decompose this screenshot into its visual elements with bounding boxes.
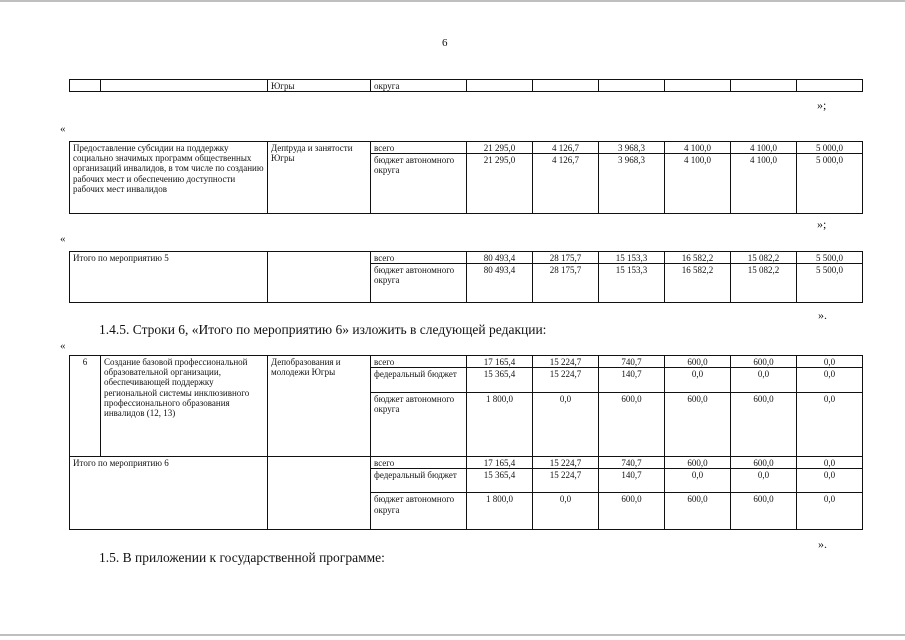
fragment-cell-name [101,80,268,92]
event6-total-value: 15 224,7 [533,457,599,469]
total5-value: 15 082,2 [731,252,797,264]
table-event-6 [69,355,863,530]
fragment-cell-value [467,80,533,92]
event6-value: 0,0 [665,368,731,393]
total5-value: 80 493,4 [467,264,533,303]
paragraph-1-4-5: 1.4.5. Строки 6, «Итого по мероприятию 6» изложить в следующей редакции: [99,322,547,337]
scan-edge-top [0,0,905,2]
event6-value: 600,0 [665,356,731,368]
event6-total-value: 17 165,4 [467,457,533,469]
total5-source: бюджет автономного округа [371,264,467,303]
event6-value: 17 165,4 [467,356,533,368]
event6-value: 0,0 [731,368,797,393]
event6-value: 600,0 [731,356,797,368]
scan-edge-bottom [0,634,905,636]
event6-total-value: 600,0 [731,493,797,530]
fragment-cell-value [599,80,665,92]
event6-value: 0,0 [797,393,863,457]
event6-source: федеральный бюджет [371,368,467,393]
total5-label: Итого по мероприятию 5 [70,252,268,303]
subsidy-source: всего [371,142,467,154]
event6-total-value: 1 800,0 [467,493,533,530]
fragment-cell-source: округа [371,80,467,92]
total5-value: 15 153,3 [599,252,665,264]
subsidy-value: 5 000,0 [797,142,863,154]
event6-value: 740,7 [599,356,665,368]
event6-total-value: 740,7 [599,457,665,469]
event6-total-value: 0,0 [797,457,863,469]
close-quote-4: ». [818,537,827,551]
event6-value: 15 365,4 [467,368,533,393]
event6-total-value: 0,0 [665,469,731,493]
fragment-cell-value [797,80,863,92]
event6-total-source: бюджет автономного округа [371,493,467,530]
total5-value: 5 500,0 [797,264,863,303]
event6-total-value: 600,0 [599,493,665,530]
close-quote-3: ». [818,308,827,322]
subsidy-source: бюджет автономного округа [371,154,467,214]
total5-value: 5 500,0 [797,252,863,264]
subsidy-value: 4 126,7 [533,154,599,214]
event6-value: 0,0 [797,368,863,393]
open-quote-1: « [60,123,66,135]
event6-executor: Депобразования и молодежи Югры [268,356,371,457]
event6-value: 15 224,7 [533,356,599,368]
open-quote-2: « [60,233,66,245]
subsidy-value: 4 126,7 [533,142,599,154]
total5-value: 15 153,3 [599,264,665,303]
subsidy-value: 21 295,0 [467,142,533,154]
event6-total-value: 0,0 [797,469,863,493]
fragment-cell-value [665,80,731,92]
fragment-cell-value [533,80,599,92]
close-quote-1: »; [817,98,827,112]
subsidy-executor: Депtруда и занятости Югры [268,142,371,214]
total5-value: 80 493,4 [467,252,533,264]
subsidy-value: 4 100,0 [731,142,797,154]
subsidy-value: 3 968,3 [599,154,665,214]
total5-value: 28 175,7 [533,252,599,264]
total5-value: 16 582,2 [665,264,731,303]
total5-value: 16 582,2 [665,252,731,264]
event6-total-source: всего [371,457,467,469]
event6-total-value: 15 365,4 [467,469,533,493]
event6-value: 1 800,0 [467,393,533,457]
event6-total-label: Итого по мероприятию 6 [70,457,268,530]
paragraph-1-5: 1.5. В приложении к государственной программе: [99,550,385,565]
event6-value: 140,7 [599,368,665,393]
event6-total-value: 15 224,7 [533,469,599,493]
table-total-5 [69,251,863,303]
subsidy-value: 4 100,0 [731,154,797,214]
event6-total-value: 140,7 [599,469,665,493]
event6-total-value: 0,0 [731,469,797,493]
event6-value: 600,0 [599,393,665,457]
subsidy-value: 5 000,0 [797,154,863,214]
total5-value: 28 175,7 [533,264,599,303]
close-quote-2: »; [817,217,827,231]
event6-source: бюджет автономного округа [371,393,467,457]
subsidy-value: 3 968,3 [599,142,665,154]
open-quote-3: « [60,340,66,352]
fragment-cell-value [731,80,797,92]
event6-total-executor [268,457,371,530]
event6-value: 15 224,7 [533,368,599,393]
event6-name: Создание базовой профессиональной образовательной организации, обеспечивающей поддержку региональной системы инклюзивного профессионального образования инвалидов (12, 13) [101,356,268,457]
fragment-cell-number [70,80,101,92]
total5-executor [268,252,371,303]
page-number: 6 [442,37,448,49]
total5-source: всего [371,252,467,264]
event6-number: 6 [70,356,101,457]
event6-total-source: федеральный бюджет [371,469,467,493]
event6-total-value: 600,0 [665,457,731,469]
subsidy-value: 21 295,0 [467,154,533,214]
subsidy-event-name: Предоставление субсидии на поддержку социально значимых программ общественных организаций инвалидов, в том числе по созданию рабочих мест и обеспечению доступности рабочих мест инвалидов [70,142,268,214]
event6-total-value: 0,0 [797,493,863,530]
event6-source: всего [371,356,467,368]
event6-total-value: 600,0 [731,457,797,469]
event6-total-value: 600,0 [665,493,731,530]
event6-value: 600,0 [665,393,731,457]
subsidy-value: 4 100,0 [665,154,731,214]
event6-value: 0,0 [533,393,599,457]
event6-value: 0,0 [797,356,863,368]
event6-value: 600,0 [731,393,797,457]
fragment-cell-executor: Югры [268,80,371,92]
table-fragment [69,79,863,92]
subsidy-value: 4 100,0 [665,142,731,154]
total5-value: 15 082,2 [731,264,797,303]
event6-total-value: 0,0 [533,493,599,530]
table-subsidy [69,141,863,214]
